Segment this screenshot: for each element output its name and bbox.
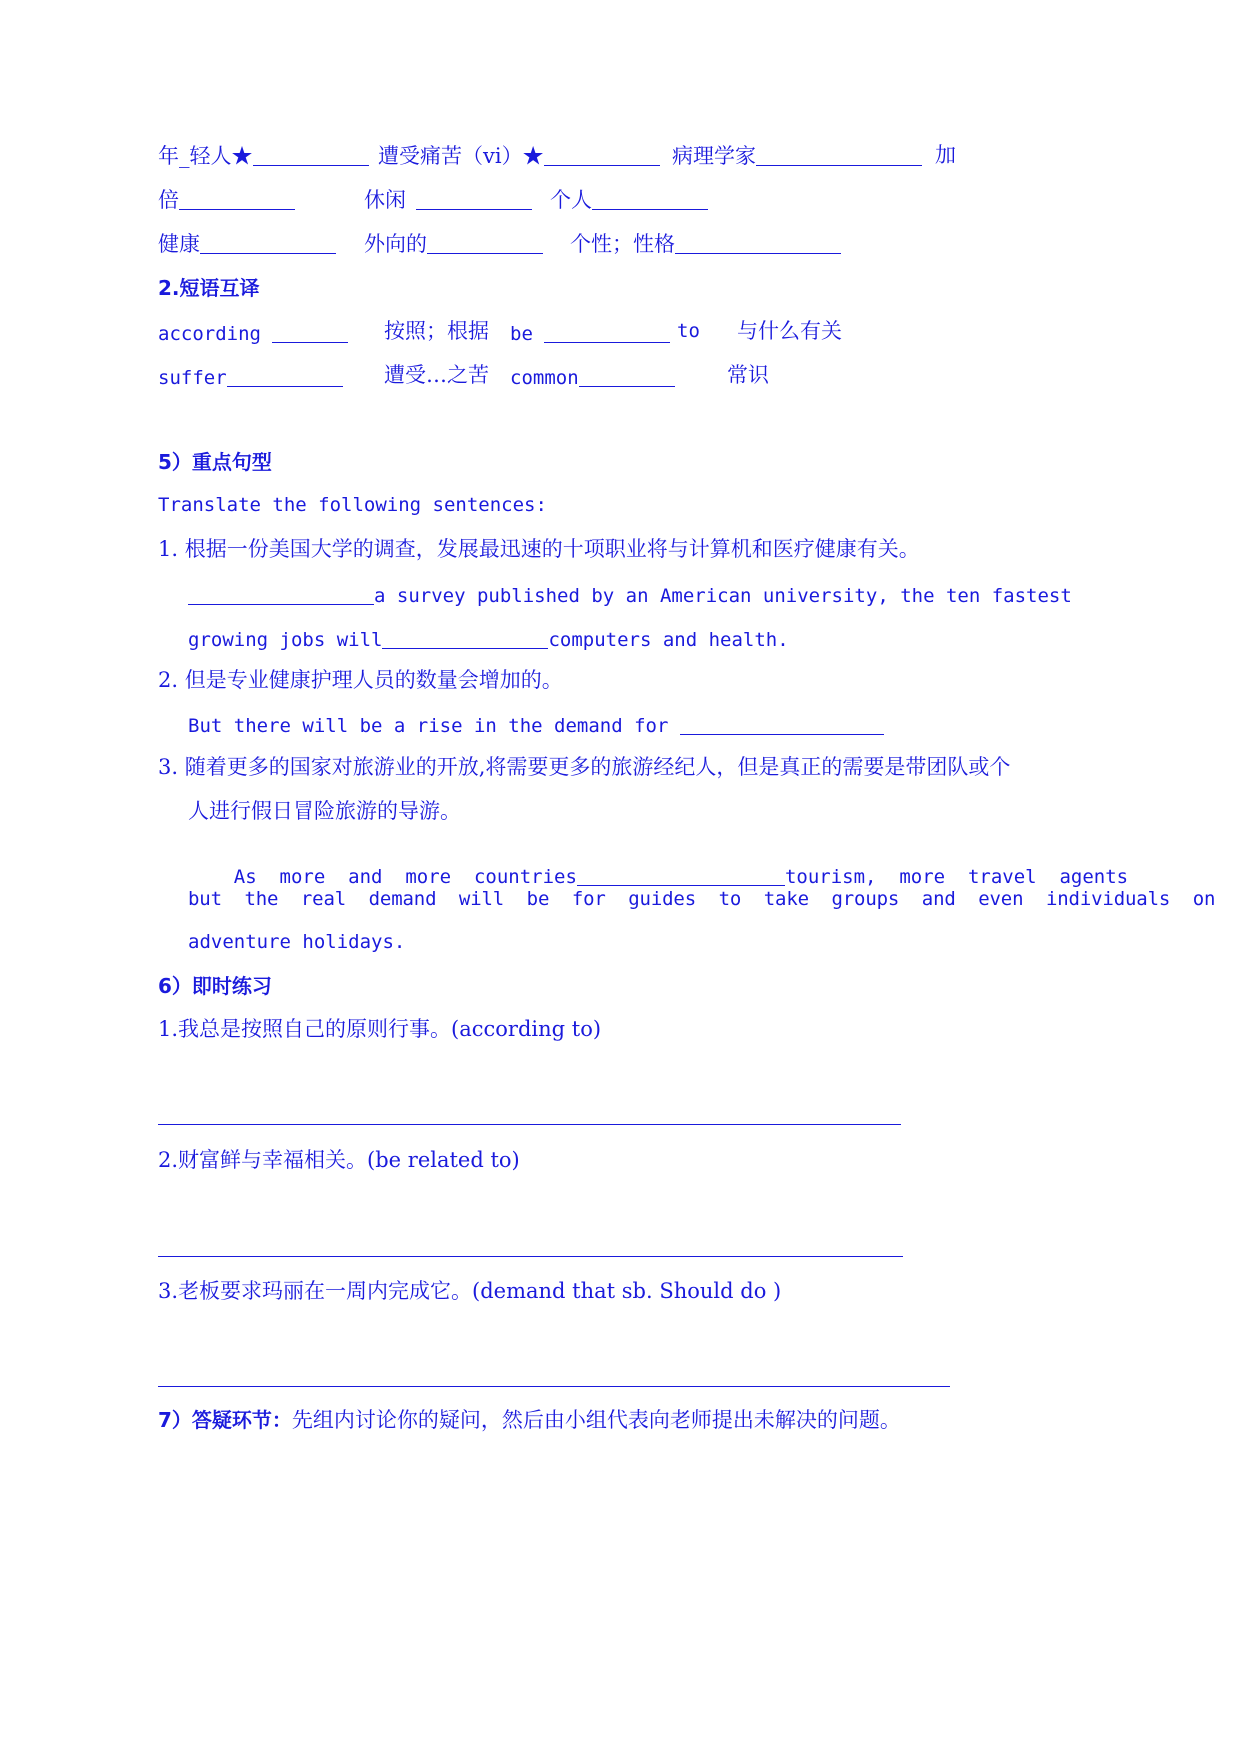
phrase-item [510, 366, 675, 388]
answer-blank[interactable] [382, 628, 548, 649]
sentence-english: adventure holidays. [188, 931, 406, 953]
vocab-item [672, 145, 922, 167]
answer-blank[interactable] [579, 366, 675, 387]
sentence-english: But there will be a rise in the demand for [188, 714, 884, 736]
practice-prompt: 2.财富鲜与幸福相关。(be related to) [158, 1148, 520, 1172]
sentence-english: but the real demand will be for guides to take groups and even individuals on [188, 888, 1216, 910]
answer-line[interactable] [158, 1386, 950, 1387]
answer-blank[interactable] [544, 322, 670, 343]
section-heading: 6）即时练习 [158, 974, 272, 998]
phrase-label: be [510, 323, 533, 345]
answer-blank[interactable] [179, 189, 295, 210]
phrase-meaning: 按照；根据 [384, 319, 489, 343]
qa-text: 先组内讨论你的疑问，然后由小组代表向老师提出未解决的问题。 [291, 1408, 901, 1432]
answer-blank[interactable] [200, 233, 336, 254]
phrase-label: common [510, 367, 579, 389]
sentence-english: growing jobs will computers and health. [188, 629, 789, 651]
vocab-label: 休闲 [364, 188, 406, 212]
answer-blank[interactable] [416, 189, 532, 210]
section-heading: 5）重点句型 [158, 450, 272, 474]
sentence-english: a survey published by an American university, the ten fastest [188, 584, 1072, 606]
answer-line[interactable] [158, 1124, 901, 1125]
phrase-item [158, 322, 348, 344]
phrase-item [510, 322, 670, 344]
answer-blank[interactable] [680, 714, 884, 735]
vocab-label: 外向的 [364, 232, 427, 256]
vocab-item [378, 145, 660, 167]
vocab-label: 个性；性格 [570, 232, 675, 256]
practice-prompt: 3.老板要求玛丽在一周内完成它。(demand that sb. Should do ) [158, 1279, 782, 1303]
phrase-label: to [677, 320, 700, 342]
vocab-label: 病理学家 [672, 144, 756, 168]
vocab-item [364, 189, 532, 211]
phrase-label: according [158, 323, 261, 345]
vocab-label: 年_轻人★ [158, 144, 253, 168]
qa-section [158, 1410, 901, 1431]
vocab-item [158, 189, 295, 211]
answer-blank[interactable] [427, 233, 543, 254]
practice-prompt: 1.我总是按照自己的原则行事。(according to) [158, 1017, 602, 1041]
vocab-label: 健康 [158, 232, 200, 256]
answer-blank[interactable] [253, 145, 369, 166]
vocab-label: 个人 [550, 188, 592, 212]
vocab-label: 遭受痛苦（vi）★ [378, 144, 544, 168]
vocab-item [550, 189, 708, 211]
phrase-meaning: 常识 [727, 363, 769, 387]
answer-blank[interactable] [592, 189, 708, 210]
vocab-item [364, 233, 543, 255]
answer-blank[interactable] [544, 145, 660, 166]
section-heading: 2.短语互译 [158, 276, 260, 300]
instruction-text: Translate the following sentences: [158, 494, 547, 516]
vocab-label: 倍 [158, 188, 179, 212]
vocab-item [158, 145, 369, 167]
sentence-chinese: 人进行假日冒险旅游的导游。 [188, 799, 461, 823]
phrase-label: suffer [158, 367, 227, 389]
sentence-chinese: 3. 随着更多的国家对旅游业的开放,将需要更多的旅游经纪人，但是真正的需要是带团队或个 [158, 755, 1011, 779]
answer-blank[interactable] [577, 865, 785, 886]
answer-blank[interactable] [675, 233, 841, 254]
answer-blank[interactable] [227, 366, 343, 387]
sentence-english: As more and more countries tourism, more travel agents [233, 866, 1129, 888]
qa-label: 7）答疑环节： [158, 1408, 292, 1432]
vocab-item [570, 233, 841, 255]
sentence-chinese: 2. 但是专业健康护理人员的数量会增加的。 [158, 668, 563, 692]
vocab-item [158, 233, 336, 255]
phrase-meaning: 遭受…之苦 [384, 363, 489, 387]
vocab-label: 加 [935, 143, 956, 167]
sentence-chinese: 1. 根据一份美国大学的调查，发展最迅速的十项职业将与计算机和医疗健康有关。 [158, 537, 920, 561]
answer-blank[interactable] [272, 322, 348, 343]
phrase-meaning: 与什么有关 [737, 319, 842, 343]
answer-blank[interactable] [188, 584, 374, 605]
answer-line[interactable] [158, 1256, 903, 1257]
answer-blank[interactable] [756, 145, 922, 166]
phrase-item [158, 366, 343, 388]
